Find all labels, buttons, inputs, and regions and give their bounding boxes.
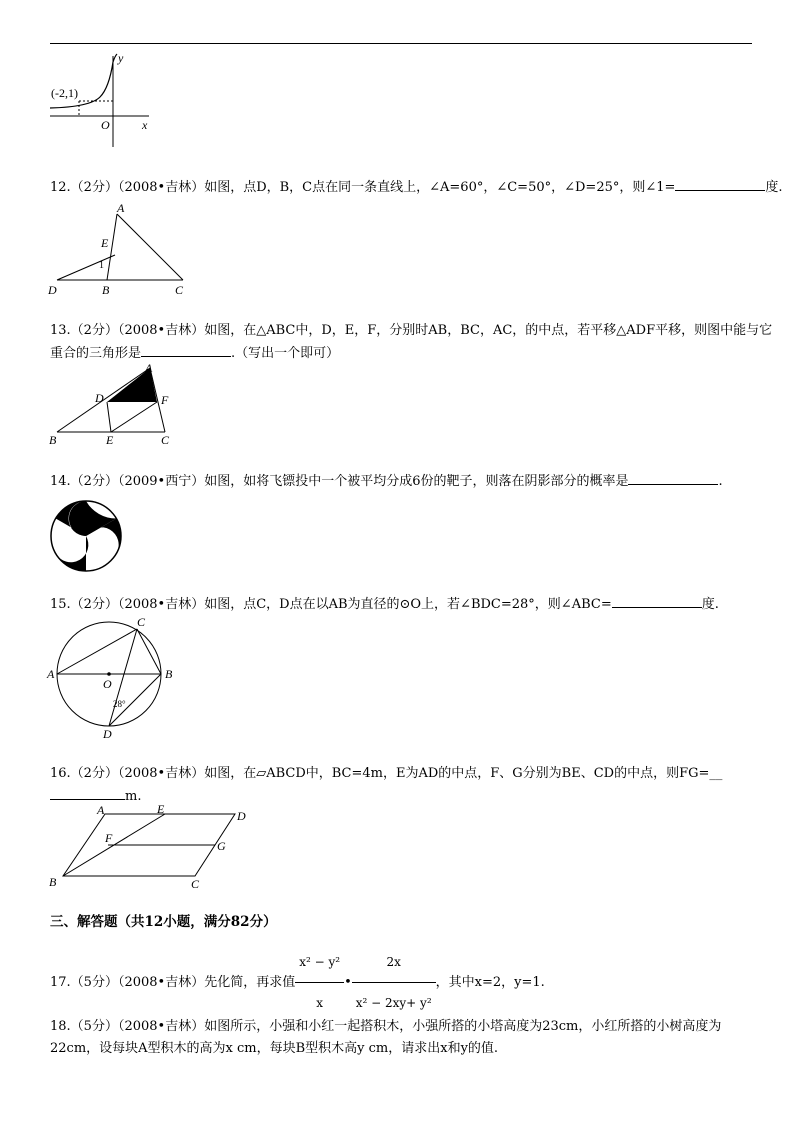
q17-fraction-2: $\frac{2x}{\text{x² − 2xy+ y²}}$ — [352, 942, 436, 1023]
q12-label-A: A — [117, 201, 125, 215]
q16-parallelogram — [45, 802, 255, 892]
q15-label-O: O — [103, 677, 112, 691]
q12-label-D: D — [48, 283, 57, 297]
q12-figure — [45, 200, 195, 300]
q16-label-A: A — [97, 803, 105, 817]
q13-label-B: B — [49, 433, 57, 447]
q12-text: 12.（2分）（2008•吉林）如图，点D，B，C点在同一条直线上，∠A=60°，∠C=50°，∠D=25°，则∠1= 度. — [50, 176, 783, 199]
q11-y-label: y — [118, 52, 124, 65]
q14-dartboard — [48, 498, 124, 574]
q13-label-A: A — [145, 362, 153, 375]
q16-label-E: E — [157, 802, 165, 816]
q18-text-line2: 22cm，设每块A型积木的高为x cm，每块B型积木高y cm，请求出x和y的值. — [50, 1041, 499, 1056]
q13-label-E: E — [106, 433, 114, 447]
section-3-heading: 三、解答题（共12小题，满分82分） — [50, 914, 277, 930]
q17-fraction-1: $\frac{\text{x² − y²}}{x}$ — [295, 942, 344, 1023]
q13-label-D: D — [95, 391, 104, 405]
q15-circle-figure — [45, 614, 185, 744]
q13-text-line2: 重合的三角形是 .（写出一个即可） — [50, 342, 339, 365]
q11-graph — [45, 52, 155, 152]
q13-answer-blank[interactable] — [141, 342, 231, 357]
q17-text: 17.（5分）（2008•吉林）先化简，再求值 $\frac{\text{x² − y²}}{x}$ • $\frac{2x}{\text{x² − 2xy+ y²}}$ ，其中x=2，y=1. — [50, 942, 545, 1023]
q13-text-line1: 13.（2分）（2008•吉林）如图，在△ABC中，D，E，F，分别时AB，BC，AC，的中点，若平移△ADF平移，则图中能与它 — [50, 323, 773, 338]
q15-label-A: A — [47, 667, 55, 681]
q16-label-G: G — [217, 839, 226, 853]
q15-label-C: C — [137, 615, 146, 629]
q16-label-B: B — [49, 875, 57, 889]
q15-label-B: B — [165, 667, 173, 681]
q12-label-C: C — [175, 283, 184, 297]
q16-text-line2: m. — [50, 785, 141, 808]
q11-x-label: x — [142, 118, 148, 132]
q15-angle-label: 28° — [113, 699, 126, 709]
q11-point-label: (-2,1) — [51, 86, 78, 100]
q16-label-D: D — [237, 809, 246, 823]
q14-answer-blank[interactable] — [628, 470, 718, 485]
q14-text: 14.（2分）（2009•西宁）如图，如将飞镖投中一个被平均分成6份的靶子，则落在阴影部分的概率是 . — [50, 470, 723, 493]
q16-answer-blank[interactable] — [50, 785, 125, 800]
q16-label-C: C — [191, 877, 200, 891]
q12-answer-blank[interactable] — [675, 176, 765, 191]
q18-text-line1: 18.（5分）（2008•吉林）如图所示，小强和小红一起搭积木，小强所搭的小塔高度为23cm，小红所搭的小树高度为 — [50, 1019, 722, 1034]
q12-label-B: B — [102, 283, 110, 297]
q13-label-F: F — [161, 393, 169, 407]
q12-label-E: E — [101, 236, 109, 250]
header-rule — [50, 43, 752, 44]
q16-text-line1: 16.（2分）（2008•吉林）如图，在▱ABCD中，BC=4m，E为AD的中点，F、G分别为BE、CD的中点，则FG=__ — [50, 766, 723, 781]
q15-answer-blank[interactable] — [612, 593, 702, 608]
q13-label-C: C — [161, 433, 170, 447]
q11-origin-label: O — [101, 118, 110, 132]
q16-label-F: F — [105, 831, 113, 845]
q13-figure — [45, 362, 185, 450]
q12-label-1: 1 — [99, 260, 104, 271]
q15-text: 15.（2分）（2008•吉林）如图，点C，D点在以AB为直径的⊙O上，若∠BDC=28°，则∠ABC= 度. — [50, 593, 719, 616]
q15-label-D: D — [103, 727, 112, 741]
